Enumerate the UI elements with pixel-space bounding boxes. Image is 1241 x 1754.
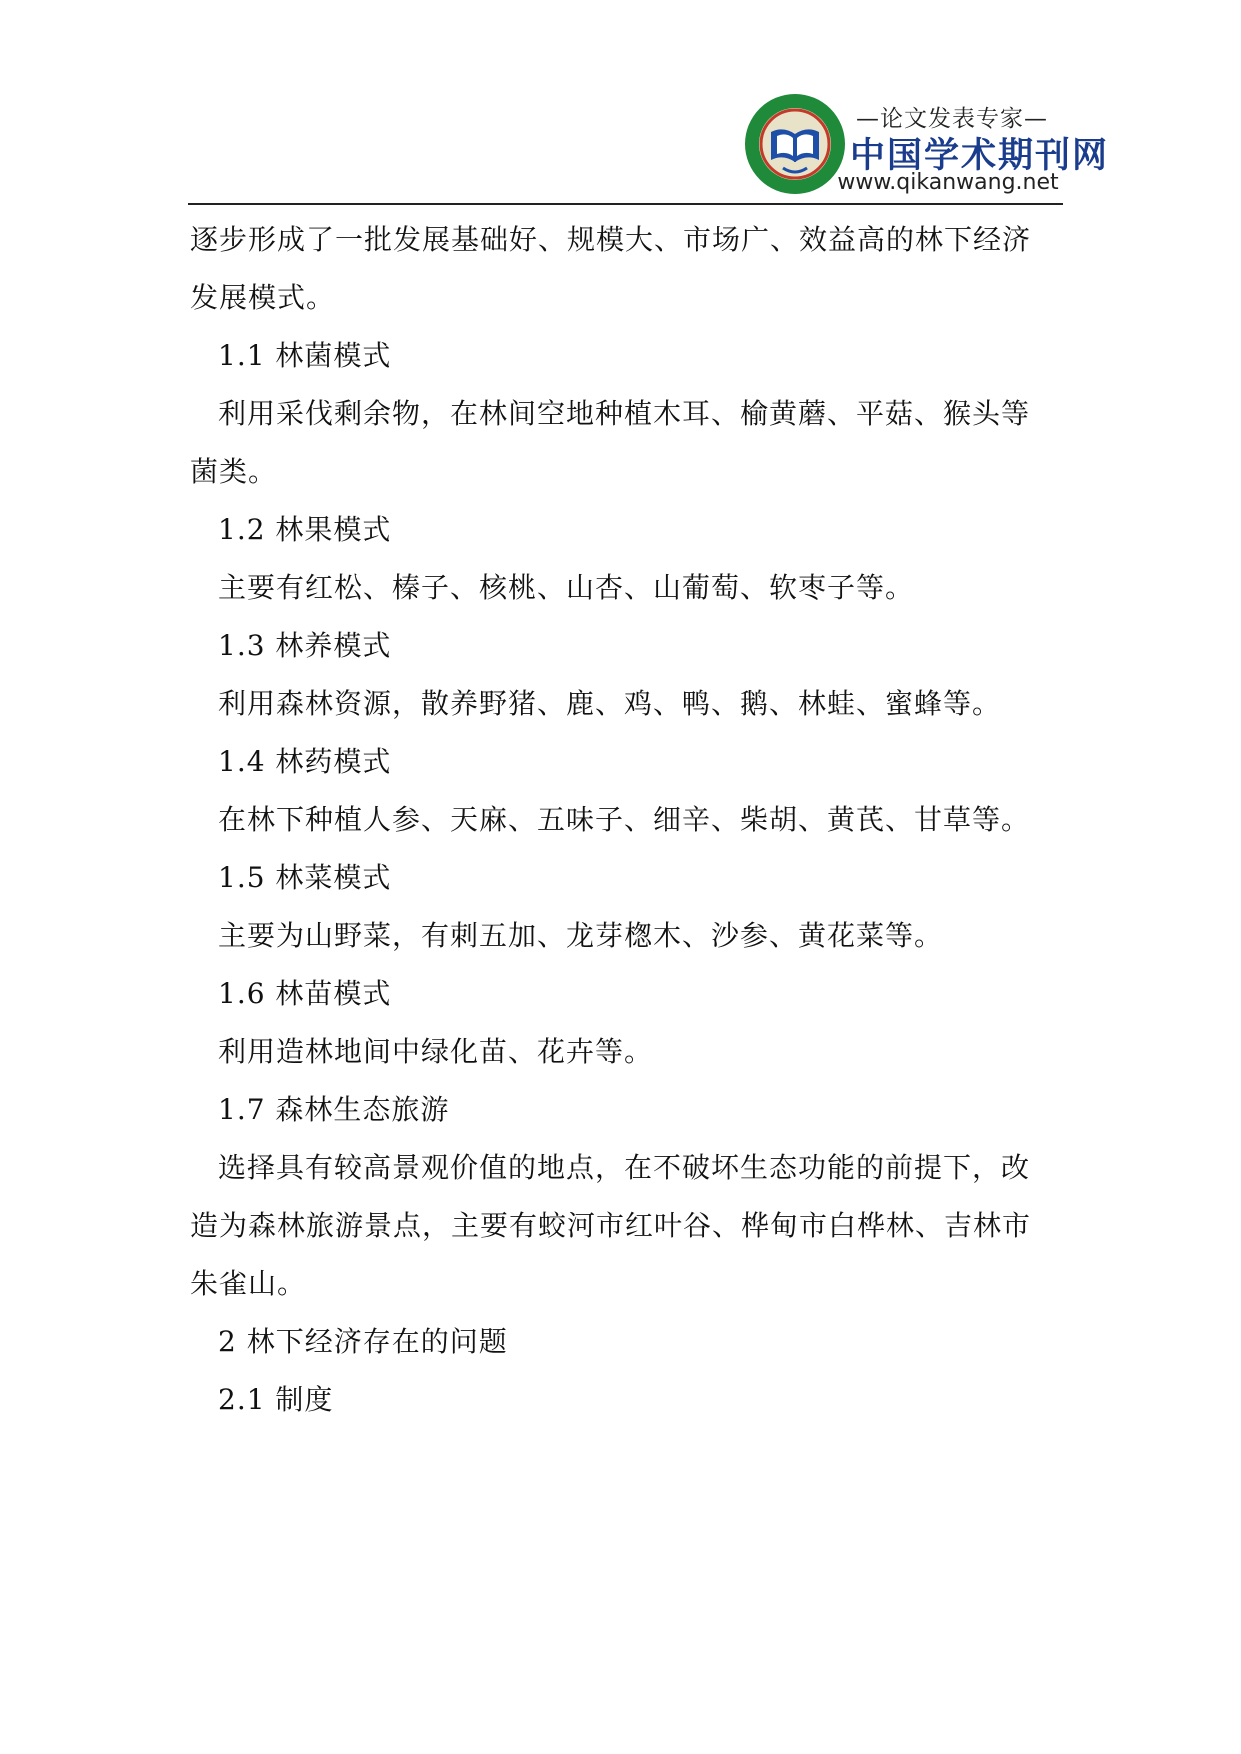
- section-heading-1-3: 1.3 林养模式: [218, 629, 392, 662]
- logo-url: www.qikanwang.net: [837, 170, 1059, 195]
- paragraph-line: 利用造林地间中绿化苗、花卉等。: [218, 1035, 654, 1068]
- paragraph-line: 利用森林资源，散养野猪、鹿、鸡、鸭、鹅、林蛙、蜜蜂等。: [218, 687, 1002, 720]
- logo-seal-icon: [743, 92, 847, 196]
- section-heading-1-5: 1.5 林菜模式: [218, 861, 392, 894]
- header-rule: [188, 203, 1063, 205]
- logo-tagline: —论文发表专家—: [856, 106, 1048, 132]
- section-heading-1-2: 1.2 林果模式: [218, 513, 392, 546]
- paragraph-line: 发展模式。: [190, 281, 336, 314]
- page-header: [0, 0, 1241, 206]
- section-heading-1-4: 1.4 林药模式: [218, 745, 392, 778]
- paragraph-line: 主要有红松、榛子、核桃、山杏、山葡萄、软枣子等。: [218, 571, 915, 604]
- section-heading-2: 2 林下经济存在的问题: [218, 1325, 508, 1358]
- paragraph-line: 利用采伐剩余物，在林间空地种植木耳、榆黄蘑、平菇、猴头等: [218, 397, 1031, 430]
- paragraph-line: 菌类。: [190, 455, 278, 488]
- paragraph-line: 主要为山野菜，有刺五加、龙芽楤木、沙参、黄花菜等。: [218, 919, 944, 952]
- section-heading-1-7: 1.7 森林生态旅游: [218, 1093, 450, 1126]
- section-heading-1-6: 1.6 林苗模式: [218, 977, 392, 1010]
- paragraph-line: 选择具有较高景观价值的地点，在不破坏生态功能的前提下，改: [218, 1151, 1031, 1184]
- paragraph-line: 逐步形成了一批发展基础好、规模大、市场广、效益高的林下经济: [190, 223, 1032, 256]
- paragraph-line: 在林下种植人参、天麻、五味子、细辛、柴胡、黄芪、甘草等。: [218, 803, 1031, 836]
- logo-name: 中国学术期刊网: [850, 136, 1110, 176]
- section-heading-2-1: 2.1 制度: [218, 1383, 334, 1416]
- section-heading-1-1: 1.1 林菌模式: [218, 339, 392, 372]
- paragraph-line: 朱雀山。: [190, 1267, 307, 1300]
- paragraph-line: 造为森林旅游景点，主要有蛟河市红叶谷、桦甸市白桦林、吉林市: [190, 1209, 1032, 1242]
